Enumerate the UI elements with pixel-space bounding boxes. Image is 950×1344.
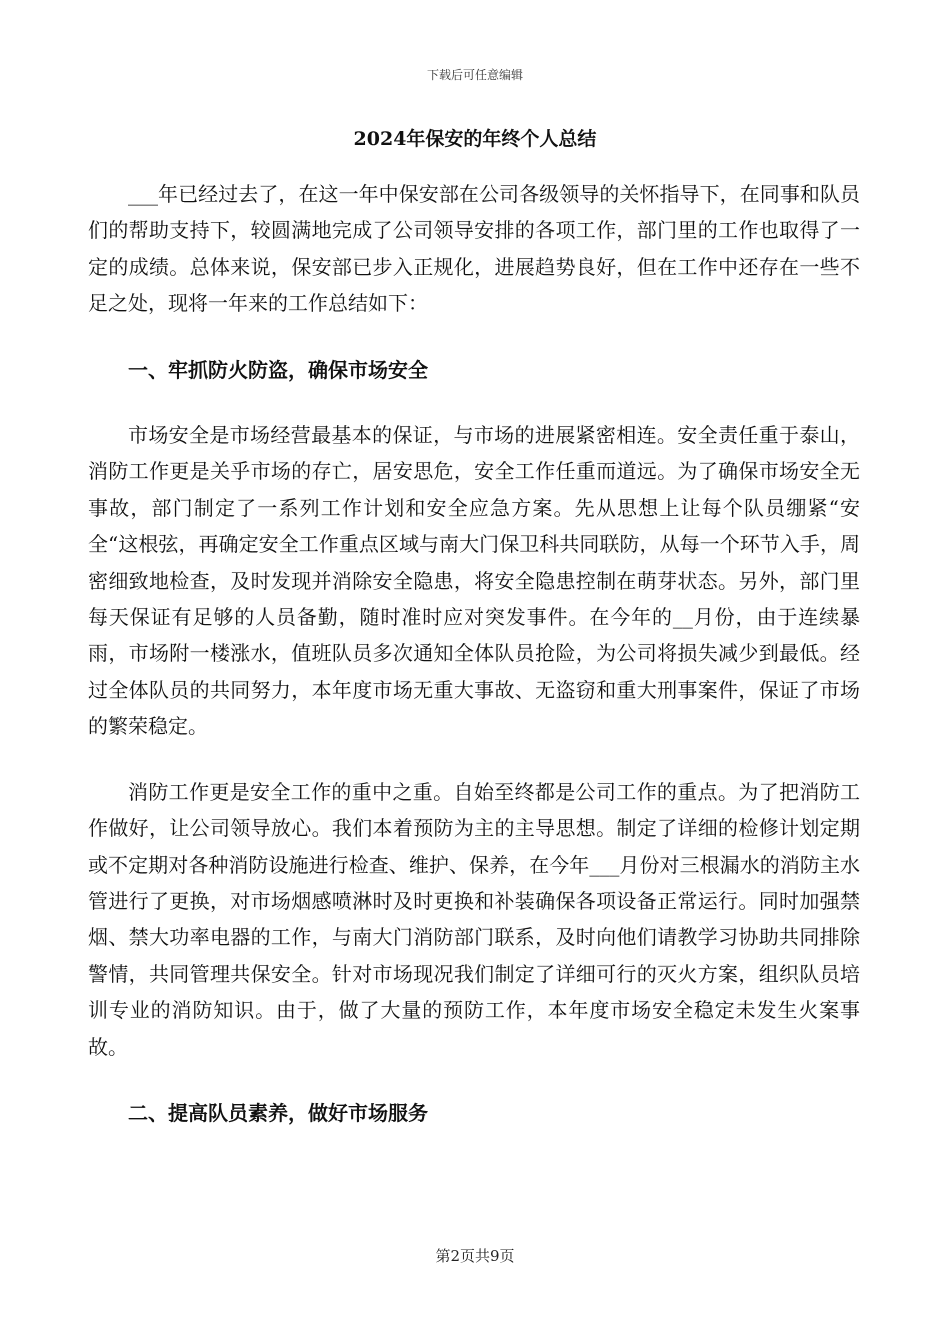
section-1-heading: 一、牢抓防火防盗，确保市场安全 bbox=[128, 357, 428, 382]
header-note: 下载后可任意编辑 bbox=[426, 68, 523, 82]
section-1-paragraph-2: 消防工作更是安全工作的重中之重。自始至终都是公司工作的重点。为了把消防工作做好，让公司领导放心。我们本着预防为主的主导思想。制定了详细的检修计划定期或不定期对各种消防设施进行检查、维护、保养，在今年___月份对三根漏水的消防主水管进行了更换，对市场烟感喷淋时及时更换和补装确保各项设备正常运行。同时加强禁烟、禁大功率电器的工作，与南大门消防部门联系，及时向他们请教学习协助共同排除警情，共同管理共保安全。针对市场现况我们制定了详细可行的灭火方案，组织队员培训专业的消防知识。由于，做了大量的预防工作，本年度市场安全稳定未发生火案事故。 bbox=[88, 779, 860, 1059]
document-body bbox=[88, 176, 860, 1131]
section-1-paragraph-1: 市场安全是市场经营最基本的保证，与市场的进展紧密相连。安全责任重于泰山，消防工作更是关乎市场的存亡，居安思危，安全工作任重而道远。为了确保市场安全无事故，部门制定了一系列工作计划和安全应急方案。先从思想上让每个队员绷紧“安全“这根弦，再确定安全工作重点区域与南大门保卫科共同联防，从每一个环节入手，周密细致地检查，及时发现并消除安全隐患，将安全隐患控制在萌芽状态。另外，部门里每天保证有足够的人员备勤，随时准时应对突发事件。在今年的__月份，由于连续暴雨，市场附一楼涨水，值班队员多次通知全体队员抢险，为公司将损失减少到最低。经过全体队员的共同努力，本年度市场无重大事故、无盗窃和重大刑事案件，保证了市场的繁荣稳定。 bbox=[88, 423, 860, 739]
section-2-heading: 二、提高队员素养，做好市场服务 bbox=[128, 1100, 428, 1125]
page-number-footer: 第2页共9页 bbox=[435, 1247, 515, 1265]
intro-paragraph: ___年已经过去了，在这一年中保安部在公司各级领导的关怀指导下，在同事和队员们的帮助支持下，较圆满地完成了公司领导安排的各项工作，部门里的工作也取得了一定的成绩。总体来说，保安部已步入正规化，进展趋势良好，但在工作中还存在一些不足之处，现将一年来的工作总结如下： bbox=[88, 182, 860, 316]
document-title: 2024年保安的年终个人总结 bbox=[353, 128, 597, 150]
